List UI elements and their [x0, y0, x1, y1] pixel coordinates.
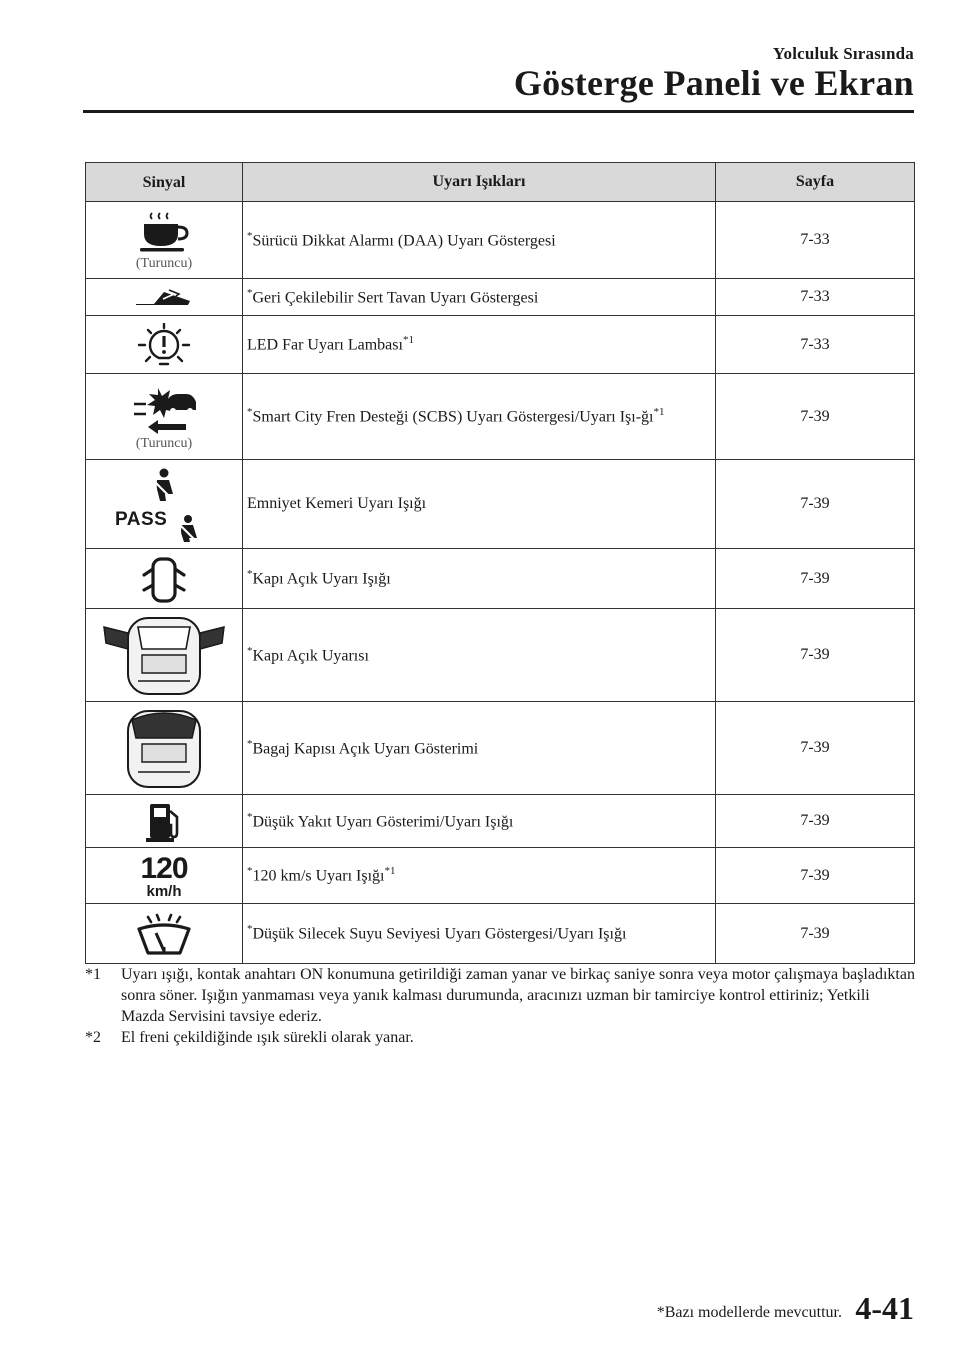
warning-name-cell — [243, 316, 716, 374]
page-title: Gösterge Paneli ve Ekran — [513, 63, 914, 103]
footnote-ref: *1 — [402, 334, 414, 347]
table-row — [86, 795, 915, 848]
warning-lights-table — [85, 162, 915, 964]
page-ref: 7-33 — [716, 202, 915, 279]
availability-asterisk: * — [247, 865, 253, 878]
page-ref: 7-39 — [716, 549, 915, 609]
signal-cell — [86, 904, 243, 964]
warning-name-cell — [243, 848, 716, 904]
table-row — [86, 702, 915, 795]
page-ref: 7-39 — [716, 374, 915, 460]
page-ref: 7-39 — [716, 460, 915, 549]
availability-asterisk: * — [247, 229, 253, 242]
table-row — [86, 460, 915, 549]
table-row — [86, 374, 915, 460]
footnote-text: El freni çekildiğinde ışık sürekli olarak yanar. — [121, 1029, 414, 1046]
speed-120-number: 120 — [140, 852, 188, 885]
washer-fluid-icon — [86, 913, 242, 957]
header-warning-lights: Uyarı Işıkları — [243, 163, 716, 202]
table-row — [86, 848, 915, 904]
seatbelt-pass-icon — [86, 467, 242, 543]
table-row — [86, 904, 915, 964]
coffee-cup-icon — [86, 210, 242, 254]
signal-cell — [86, 702, 243, 795]
section-subtitle: Yolculuk Sırasında — [772, 44, 914, 63]
availability-asterisk: * — [247, 406, 253, 419]
signal-cell — [86, 374, 243, 460]
page-ref: 7-39 — [716, 609, 915, 702]
signal-cell — [86, 316, 243, 374]
footnote — [85, 1027, 915, 1048]
speed-120-icon — [86, 854, 242, 899]
warning-name: 120 km/s Uyarı Işığı — [252, 867, 385, 885]
availability-asterisk: * — [247, 286, 253, 299]
color-note: (Turuncu) — [135, 256, 193, 271]
warning-name: LED Far Uyarı Lambası — [247, 336, 403, 354]
signal-cell — [86, 795, 243, 848]
warning-name: Sürücü Dikkat Alarmı (DAA) Uyarı Göstergesi — [252, 232, 556, 250]
warning-name: Emniyet Kemeri Uyarı Işığı — [247, 495, 427, 513]
warning-name-cell — [243, 279, 716, 316]
availability-note: *Bazı modellerde mevcuttur. — [656, 1304, 842, 1321]
warning-name: Geri Çekilebilir Sert Tavan Uyarı Göstergesi — [252, 289, 539, 307]
warning-name: Düşük Silecek Suyu Seviyesi Uyarı Göstergesi/Uyarı Işığı — [252, 925, 627, 943]
warning-name-cell — [243, 609, 716, 702]
warning-name-cell — [243, 549, 716, 609]
header-signal: Sinyal — [86, 163, 243, 202]
availability-asterisk: * — [247, 810, 253, 823]
footnotes — [85, 964, 915, 1048]
color-note: (Turuncu) — [135, 435, 193, 451]
footnote-mark: *1 — [85, 966, 101, 983]
page-ref: 7-33 — [716, 279, 915, 316]
signal-cell — [86, 202, 243, 279]
warning-name-cell — [243, 904, 716, 964]
footnote-ref: *1 — [653, 406, 665, 419]
table-row — [86, 549, 915, 609]
warning-name-cell — [243, 202, 716, 279]
title-rule — [83, 110, 914, 113]
signal-cell — [86, 460, 243, 549]
availability-asterisk: * — [247, 737, 253, 750]
warning-name: Bagaj Kapısı Açık Uyarı Gösterimi — [252, 740, 479, 758]
retractable-hardtop-icon — [86, 287, 242, 309]
table-row — [86, 202, 915, 279]
footnote-ref: *1 — [384, 865, 396, 878]
table-row — [86, 316, 915, 374]
availability-asterisk: * — [247, 568, 253, 581]
warning-name-cell — [243, 460, 716, 549]
page-ref: 7-39 — [716, 848, 915, 904]
warning-name-cell — [243, 374, 716, 460]
footnote-mark: *2 — [85, 1029, 101, 1046]
signal-cell — [86, 609, 243, 702]
speed-120-unit: km/h — [146, 883, 182, 900]
car-trunk-open-icon — [86, 708, 242, 790]
footnote-text: Uyarı ışığı, kontak anahtarı ON konumuna getirildiği zaman yanar ve birkaç saniye sonra veya motor çalışmaya başladıktan sonra söner. Işığın yanmaması veya yanık kalması durumunda, aracınızı uzman bir tamirciye kontrol ettiriniz; Yetkili Mazda Servisini tavsiye ederiz. — [121, 966, 915, 1025]
warning-name-cell — [243, 702, 716, 795]
availability-asterisk: * — [247, 923, 253, 936]
page-ref: 7-33 — [716, 316, 915, 374]
table-row — [86, 279, 915, 316]
signal-cell — [86, 848, 243, 904]
page-ref: 7-39 — [716, 904, 915, 964]
scbs-collision-icon — [86, 384, 242, 434]
pass-label: PASS — [115, 509, 168, 530]
warning-name: Kapı Açık Uyarısı — [252, 647, 369, 665]
warning-name: Smart City Fren Desteği (SCBS) Uyarı Göstergesi/Uyarı Işı-ğı — [252, 408, 654, 426]
availability-asterisk: * — [247, 644, 253, 657]
warning-name: Düşük Yakıt Uyarı Gösterimi/Uyarı Işığı — [252, 813, 514, 831]
page-ref: 7-39 — [716, 702, 915, 795]
header-page: Sayfa — [716, 163, 915, 202]
table-header-row — [86, 163, 915, 202]
warning-name-cell — [243, 795, 716, 848]
led-headlight-warning-icon — [86, 323, 242, 369]
signal-cell — [86, 279, 243, 316]
page-ref: 7-39 — [716, 795, 915, 848]
door-open-icon — [86, 556, 242, 604]
car-doors-open-icon — [86, 615, 242, 697]
warning-name: Kapı Açık Uyarı Işığı — [252, 570, 391, 588]
footnote — [85, 964, 915, 1027]
signal-cell — [86, 549, 243, 609]
fuel-pump-icon — [86, 801, 242, 843]
table-row — [86, 609, 915, 702]
page-number: 4-41 — [855, 1290, 914, 1326]
